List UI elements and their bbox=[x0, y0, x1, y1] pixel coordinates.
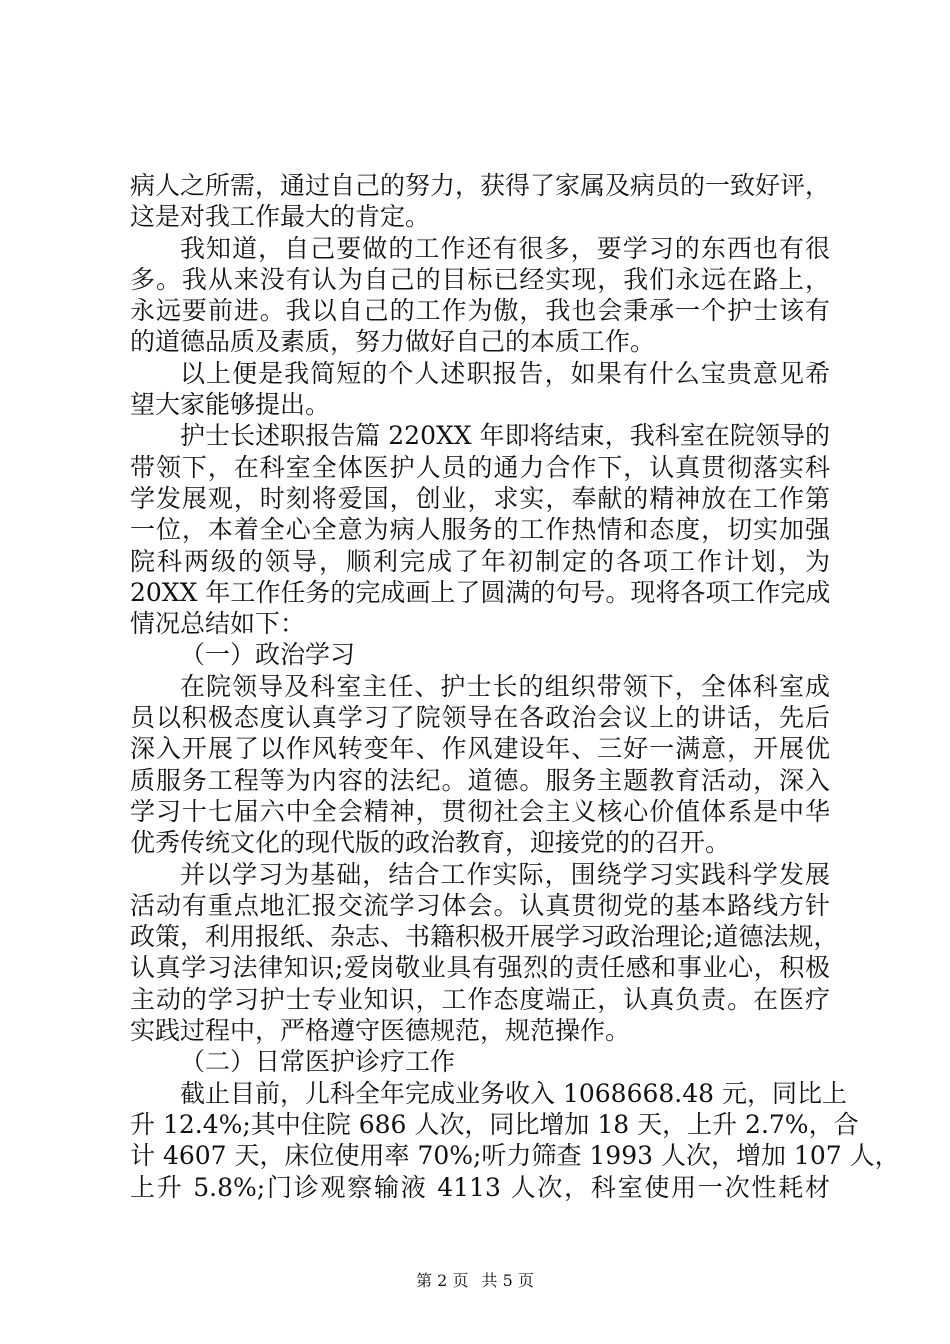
page-total: 共 5 页 bbox=[481, 1271, 534, 1290]
text-line: 实践过程中，严格遵守医德规范，规范操作。 bbox=[130, 1016, 631, 1046]
section-heading bbox=[130, 639, 830, 670]
paragraph bbox=[130, 233, 830, 358]
text-line: 优秀传统文化的现代版的政治教育，迎接党的的召开。 bbox=[130, 828, 731, 858]
text-line: 上升 5.8%;门诊观察输液 4113 人次，科室使用一次性耗材 bbox=[130, 1172, 830, 1202]
text-line: 深入开展了以作风转变年、作风建设年、三好一满意，开展优 bbox=[130, 734, 830, 764]
text-line: 病人之所需，通过自己的努力，获得了家属及病员的一致好评， bbox=[130, 171, 831, 200]
text-line: 升 12.4%;其中住院 686 人次，同比增加 18 天，上升 2.7%，合 bbox=[130, 1109, 859, 1139]
paragraph bbox=[130, 1078, 900, 1203]
text-line: 员以积极态度认真学习了院领导在各政治会议上的讲话，先后 bbox=[130, 703, 830, 733]
text-line: 学发展观，时刻将爱国，创业，求实，奉献的精神放在工作第 bbox=[130, 483, 830, 513]
paragraph bbox=[130, 420, 830, 639]
paragraph bbox=[130, 358, 830, 421]
text-line: 我知道，自己要做的工作还有很多，要学习的东西也有很 bbox=[180, 233, 830, 263]
section-heading bbox=[130, 1046, 830, 1077]
text-line: 的道德品质及素质，努力做好自己的本质工作。 bbox=[130, 327, 656, 357]
text-line: 多。我从来没有认为自己的目标已经实现，我们永远在路上， bbox=[130, 264, 830, 294]
text-line: 政策，利用报纸、杂志、书籍积极开展学习政治理论;道德法规， bbox=[130, 922, 839, 952]
text-line: 带领下，在科室全体医护人员的通力合作下，认真贯彻落实科 bbox=[130, 452, 830, 482]
text-line: 主动的学习护士专业知识，工作态度端正，认真负责。在医疗 bbox=[130, 984, 830, 1014]
text-line: 护士长述职报告篇 220XX 年即将结束，我科室在院领导的 bbox=[180, 421, 830, 451]
document-body bbox=[130, 170, 900, 1203]
text-line: （二）日常医护诊疗工作 bbox=[180, 1047, 456, 1077]
page-footer bbox=[0, 1271, 950, 1291]
paragraph bbox=[130, 671, 830, 859]
text-line: 认真学习法律知识;爱岗敬业具有强烈的责任感和事业心，积极 bbox=[130, 953, 830, 983]
text-line: 计 4607 天，床位使用率 70%;听力筛查 1993 人次，增加 107 人， bbox=[130, 1141, 900, 1171]
paragraph bbox=[130, 859, 839, 1047]
text-line: 院科两级的领导，顺利完成了年初制定的各项工作计划，为 bbox=[130, 546, 830, 576]
text-line: 活动有重点地汇报交流学习体会。认真贯彻党的基本路线方针 bbox=[130, 890, 830, 920]
paragraph bbox=[130, 170, 830, 233]
text-line: 20XX 年工作任务的完成画上了圆满的句号。现将各项工作完成 bbox=[130, 577, 831, 607]
page-number: 第 2 页 bbox=[416, 1271, 469, 1290]
text-line: 以上便是我简短的个人述职报告，如果有什么宝贵意见希 bbox=[180, 358, 830, 388]
text-line: 永远要前进。我以自己的工作为傲，我也会秉承一个护士该有 bbox=[130, 296, 830, 326]
text-line: 质服务工程等为内容的法纪。道德。服务主题教育活动，深入 bbox=[130, 765, 830, 795]
text-line: 情况总结如下： bbox=[130, 609, 306, 639]
text-line: 在院领导及科室主任、护士长的组织带领下，全体科室成 bbox=[180, 671, 830, 701]
text-line: 望大家能够提出。 bbox=[130, 390, 331, 420]
text-line: 这是对我工作最大的肯定。 bbox=[130, 202, 431, 232]
text-line: 截止目前，儿科全年完成业务收入 1068668.48 元，同比上 bbox=[180, 1078, 847, 1108]
text-line: 学习十七届六中全会精神，贯彻社会主义核心价值体系是中华 bbox=[130, 796, 830, 826]
text-line: 并以学习为基础，结合工作实际，围绕学习实践科学发展 bbox=[180, 859, 830, 889]
text-line: 一位，本着全心全意为病人服务的工作热情和态度，切实加强 bbox=[130, 515, 830, 545]
text-line: （一）政治学习 bbox=[180, 640, 356, 670]
